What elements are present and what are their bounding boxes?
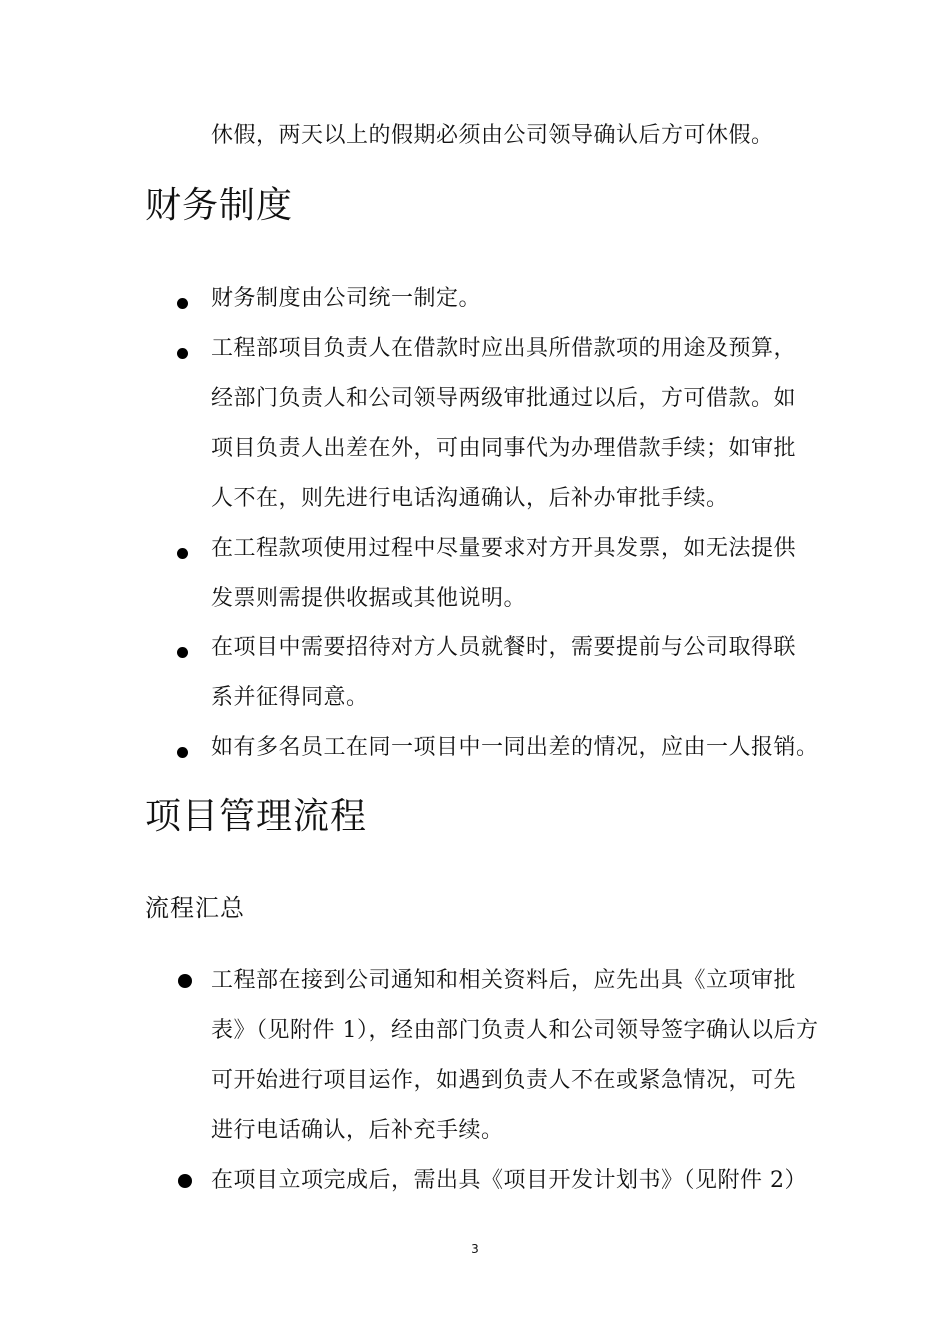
finance-item-2-line-4: 人不在，则先进行电话沟通确认，后补办审批手续。: [211, 486, 729, 511]
bullet-icon: [177, 647, 188, 658]
finance-heading: 财务制度: [145, 185, 294, 226]
bullet-icon: [178, 1174, 192, 1188]
project-item-2-line-1: 在项目立项完成后，需出具《项目开发计划书》（见附件 2）: [211, 1168, 807, 1193]
finance-item-5-line-1: 如有多名员工在同一项目中一同出差的情况，应由一人报销。: [211, 735, 819, 760]
bullet-icon: [177, 348, 188, 359]
finance-item-3-line-1: 在工程款项使用过程中尽量要求对方开具发票，如无法提供: [211, 536, 797, 561]
finance-item-2-line-2: 经部门负责人和公司领导两级审批通过以后，方可借款。如: [211, 386, 797, 411]
project-item-1-line-4: 进行电话确认，后补充手续。: [211, 1118, 504, 1143]
finance-item-2-line-3: 项目负责人出差在外，可由同事代为办理借款手续；如审批: [211, 436, 797, 461]
project-item-1-line-1: 工程部在接到公司通知和相关资料后，应先出具《立项审批: [211, 968, 797, 993]
bullet-icon: [177, 548, 188, 559]
finance-item-1-line-1: 财务制度由公司统一制定。: [211, 286, 482, 311]
bullet-icon: [178, 974, 192, 988]
intro-continuation-line: 休假，两天以上的假期必须由公司领导确认后方可休假。: [211, 123, 774, 148]
project-item-1-line-3: 可开始进行项目运作，如遇到负责人不在或紧急情况，可先: [211, 1068, 797, 1093]
project-item-1-line-2: 表》（见附件 1），经由部门负责人和公司领导签字确认以后方: [211, 1018, 819, 1043]
page-number: 3: [471, 1242, 479, 1256]
finance-item-3-line-2: 发票则需提供收据或其他说明。: [211, 586, 527, 611]
bullet-icon: [177, 298, 188, 309]
project-subheading: 流程汇总: [145, 894, 245, 922]
finance-item-4-line-1: 在项目中需要招待对方人员就餐时，需要提前与公司取得联: [211, 635, 797, 660]
bullet-icon: [177, 747, 188, 758]
finance-item-4-line-2: 系并征得同意。: [211, 685, 369, 710]
project-heading: 项目管理流程: [145, 796, 368, 837]
finance-item-2-line-1: 工程部项目负责人在借款时应出具所借款项的用途及预算，: [211, 336, 797, 361]
